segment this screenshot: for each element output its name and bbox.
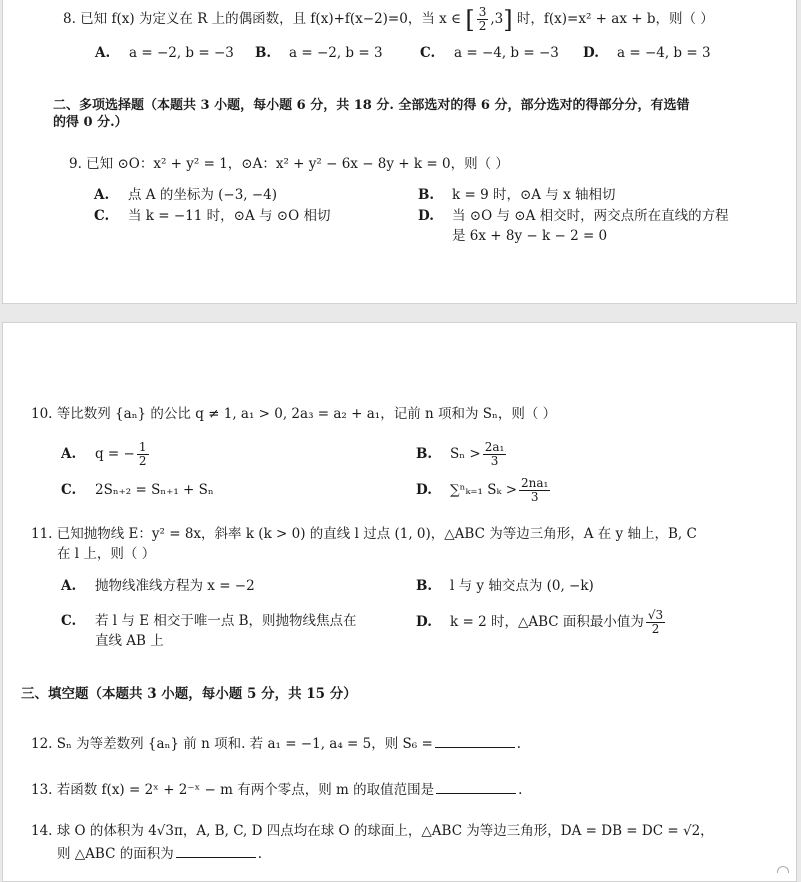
option-text: ∑ⁿₖ₌₁ Sₖ > [450, 482, 518, 498]
option-text: l 与 y 轴交点为 (0, −k) [450, 578, 594, 594]
interval-fraction [477, 6, 489, 33]
question-9-option-d[interactable] [418, 207, 729, 225]
section-2-heading-line-1: 二、多项选择题（本题共 3 小题，每小题 6 分，共 18 分. 全部选对的得 6 分，部分选对的得部分分，有选错 [53, 98, 690, 113]
option-text: Sₙ > [450, 446, 481, 462]
question-10-stem: 10. 等比数列 {aₙ} 的公比 q ≠ 1, a₁ > 0, 2a₃ = a₂ + a₁，记前 n 项和为 Sₙ，则（ ） [31, 406, 557, 422]
option-fraction [483, 441, 507, 468]
question-10-option-a[interactable] [61, 439, 151, 469]
option-label: C. [420, 45, 436, 61]
question-13-text: 13. 若函数 f(x) = 2ˣ + 2⁻ˣ − m 有两个零点，则 m 的取值范围是 [31, 782, 435, 798]
question-11-option-c[interactable] [61, 612, 357, 630]
question-13-period: . [518, 782, 523, 798]
question-8-stem-text: 8. 已知 f(x) 为定义在 R 上的偶函数，且 f(x)+f(x−2)=0，当 x ∈ [63, 11, 466, 27]
option-text: 当 k = −11 时，⊙A 与 ⊙O 相切 [128, 208, 331, 224]
question-12-answer-blank[interactable] [435, 733, 515, 748]
option-text: k = 9 时，⊙A 与 x 轴相切 [452, 187, 616, 203]
option-text: 2Sₙ₊₂ = Sₙ₊₁ + Sₙ [95, 482, 214, 498]
question-8-stem [63, 6, 714, 33]
option-text: 若 l 与 E 相交于唯一点 B，则抛物线焦点在 [95, 613, 357, 629]
exam-page-1 [2, 0, 797, 304]
question-11-option-c-line-2: 直线 AB 上 [95, 633, 164, 649]
option-label: A. [95, 45, 111, 61]
question-9-option-b[interactable] [418, 186, 616, 204]
option-text: a = −4, b = −3 [454, 45, 559, 61]
question-14-answer-blank[interactable] [176, 843, 256, 858]
fraction-denominator: 2 [478, 19, 487, 33]
question-9-option-d-line-2: 是 6x + 8y − k − 2 = 0 [452, 228, 608, 244]
interval-close-bracket: ] [503, 5, 513, 34]
option-label: D. [416, 482, 432, 498]
fraction-denominator: 3 [530, 490, 539, 504]
option-label: C. [61, 613, 77, 629]
question-14-period: . [257, 846, 263, 862]
question-11-option-d[interactable] [416, 607, 667, 637]
question-14-line-2 [57, 843, 262, 863]
fraction-denominator: 3 [490, 454, 499, 468]
question-13-answer-blank[interactable] [436, 779, 516, 794]
question-9-option-a[interactable] [94, 186, 277, 204]
question-11-option-b[interactable] [416, 577, 594, 595]
option-fraction [646, 609, 665, 636]
question-11-stem-line-2: 在 l 上，则（ ） [57, 546, 156, 562]
question-11-stem-line-1: 11. 已知抛物线 E：y² = 8x，斜率 k (k > 0) 的直线 l 过点 (1, 0)，△ABC 为等边三角形，A 在 y 轴上，B, C [31, 526, 697, 542]
interval-end: ,3 [490, 11, 504, 27]
section-2-heading-line-2: 的得 0 分.） [53, 115, 128, 130]
option-label: B. [416, 446, 433, 462]
question-14-line-1: 14. 球 O 的体积为 4√3π，A, B, C, D 四点均在球 O 的球面上，△ABC 为等边三角形，DA = DB = DC = √2， [31, 823, 714, 839]
fraction-numerator: 2a₁ [484, 440, 505, 454]
option-text: 抛物线准线方程为 x = −2 [95, 578, 255, 594]
option-label: A. [61, 578, 77, 594]
option-text: 当 ⊙O 与 ⊙A 相交时，两交点所在直线的方程 [452, 208, 729, 224]
question-12 [31, 733, 521, 753]
fraction-denominator: 2 [651, 622, 660, 636]
question-8-stem-tail: 时，f(x)=x² + ax + b，则（ ） [512, 11, 714, 27]
question-12-text: 12. Sₙ 为等差数列 {aₙ} 前 n 项和. 若 a₁ = −1, a₄ = 5，则 S₆ = [31, 736, 433, 752]
option-label: B. [418, 187, 435, 203]
question-8-option-b[interactable] [255, 44, 383, 62]
question-10-option-d[interactable] [416, 475, 552, 505]
fraction-numerator: 1 [138, 440, 147, 454]
option-fraction [519, 477, 550, 504]
option-text: a = −2, b = 3 [289, 45, 383, 61]
question-9-stem: 9. 已知 ⊙O：x² + y² = 1，⊙A：x² + y² − 6x − 8y + k = 0，则（ ） [69, 156, 509, 172]
option-text: 点 A 的坐标为 (−3, −4) [128, 187, 278, 203]
option-label: A. [94, 187, 110, 203]
option-label: C. [61, 482, 77, 498]
question-11-option-a[interactable] [61, 577, 255, 595]
question-13 [31, 779, 522, 799]
option-fraction [137, 441, 149, 468]
question-9-option-c[interactable] [94, 207, 330, 225]
option-label: B. [255, 45, 272, 61]
fraction-numerator: √3 [647, 608, 664, 622]
question-10-option-c[interactable] [61, 475, 214, 505]
exam-page-2 [2, 322, 797, 882]
option-label: C. [94, 208, 110, 224]
question-14-text: 则 △ABC 的面积为 [57, 846, 174, 862]
scroll-corner-icon [777, 866, 789, 873]
option-text: q = − [95, 446, 135, 462]
option-label: D. [416, 614, 432, 630]
option-label: A. [61, 446, 77, 462]
option-text: a = −2, b = −3 [129, 45, 234, 61]
fraction-numerator: 2na₁ [521, 476, 549, 490]
question-12-period: . [516, 736, 522, 752]
fraction-denominator: 2 [138, 454, 147, 468]
interval-open-bracket: [ [465, 5, 475, 34]
question-10-option-b[interactable] [416, 439, 508, 469]
option-label: D. [418, 208, 434, 224]
question-8-option-a[interactable] [95, 44, 234, 62]
section-3-heading: 三、填空题（本题共 3 小题，每小题 5 分，共 15 分） [21, 686, 357, 702]
option-label: D. [583, 45, 599, 61]
question-8-option-c[interactable] [420, 44, 559, 62]
fraction-numerator: 3 [478, 5, 487, 19]
option-text: k = 2 时，△ABC 面积最小值为 [450, 614, 644, 630]
option-text: a = −4, b = 3 [617, 45, 711, 61]
option-label: B. [416, 578, 433, 594]
question-8-option-d[interactable] [583, 44, 711, 62]
